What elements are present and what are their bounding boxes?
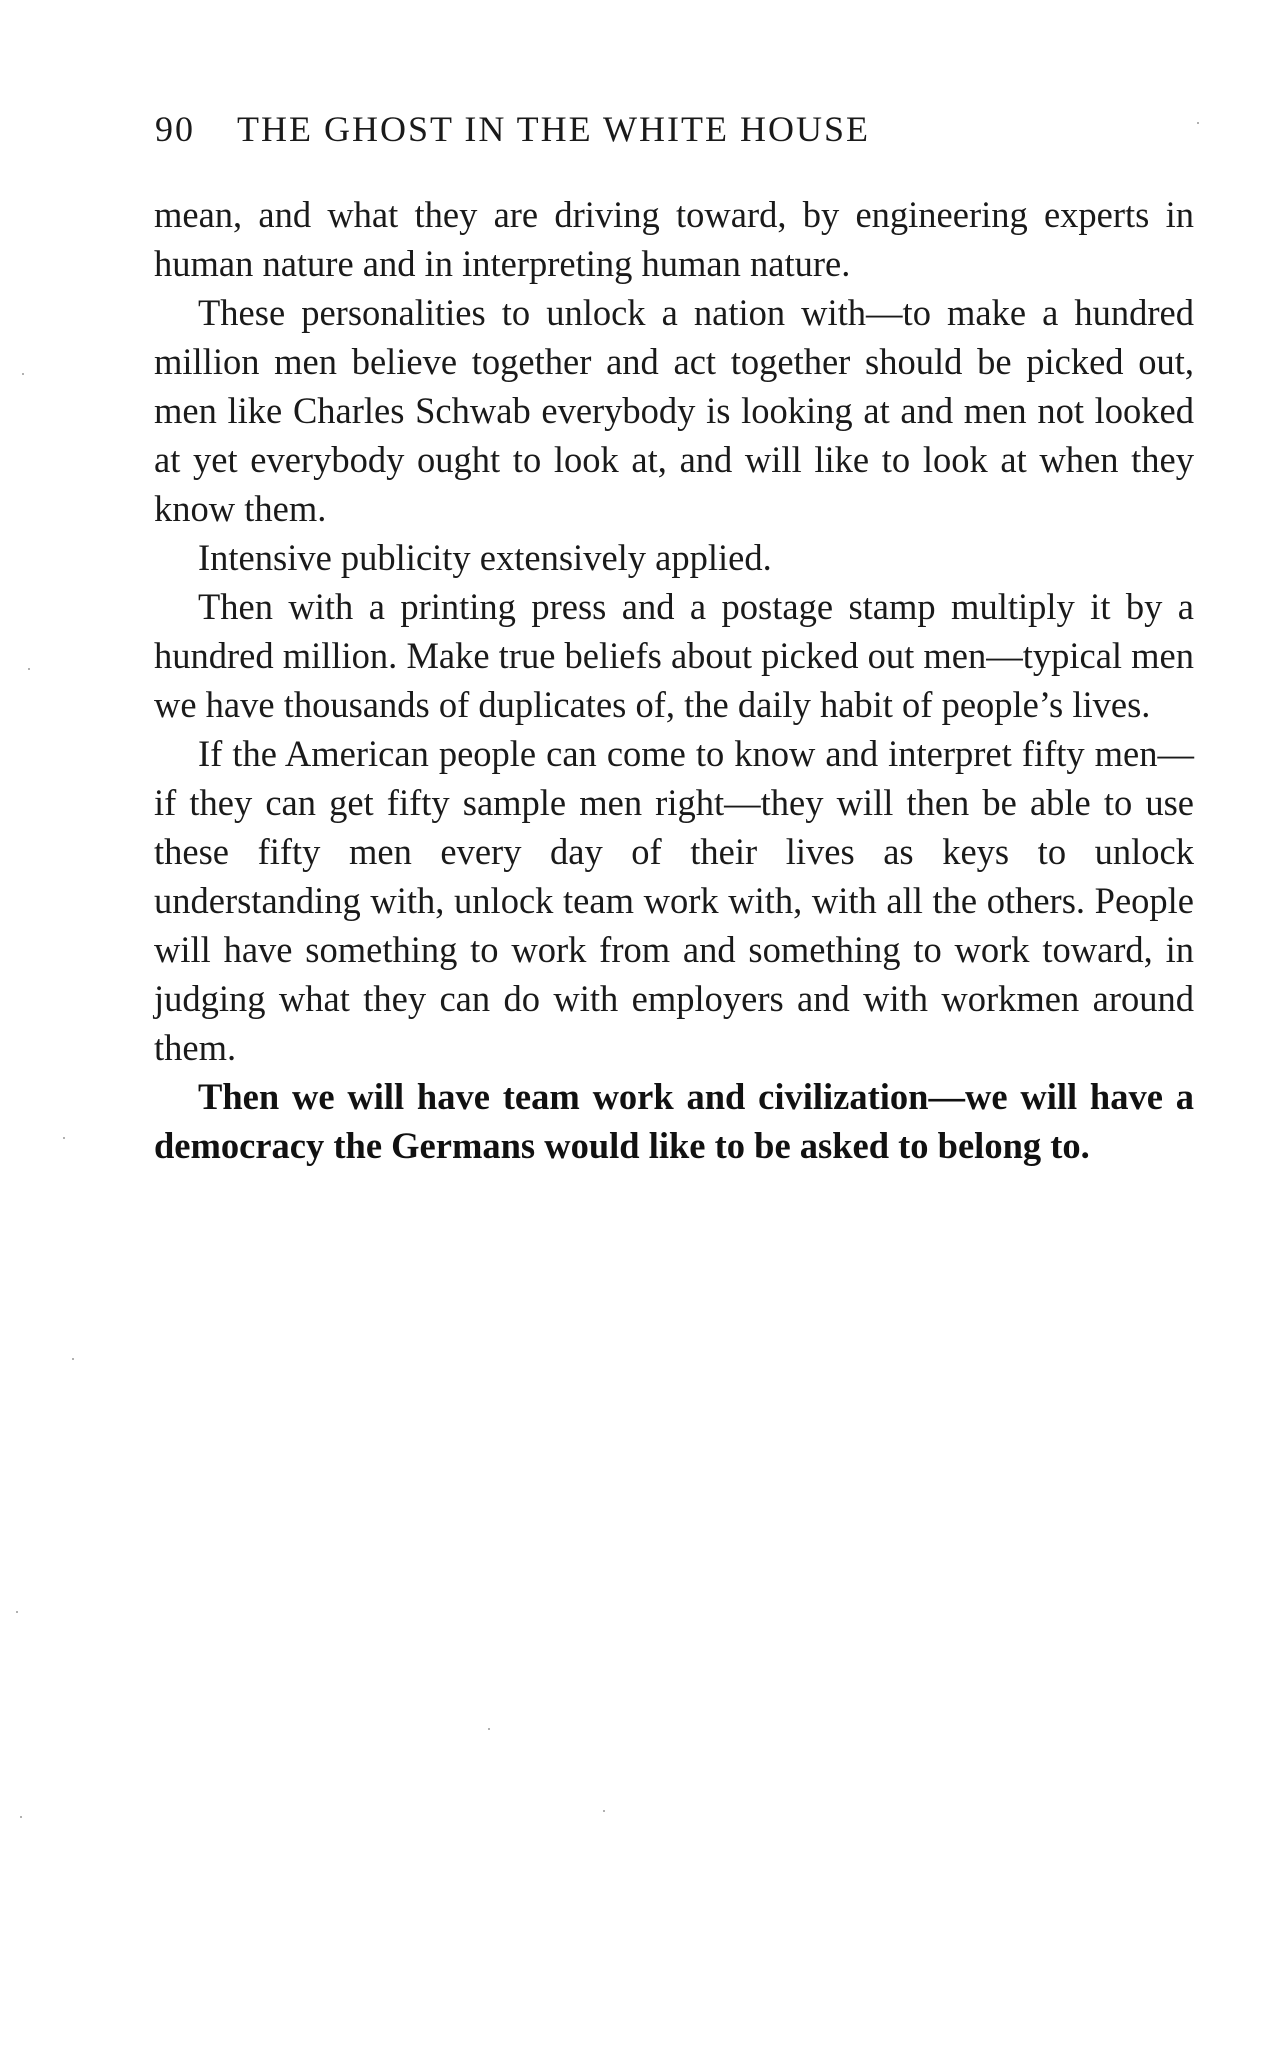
paragraph: Then with a printing press and a postage stamp multiply it by a hundred million. Make true beliefs about picked out men—typical men we have thousands of duplicates of, the daily habit of people’s lives. <box>154 586 1194 725</box>
running-title: THE GHOST IN THE WHITE HOUSE <box>237 109 870 149</box>
scan-speck <box>28 668 30 670</box>
page-number: 90 <box>155 109 195 149</box>
scan-speck <box>20 1816 22 1818</box>
paragraph: If the American people can come to know and interpret fifty men—if they can get fifty sample men right—they will then be able to use these fifty men every day of their lives as keys to unlock understanding with, unlock team work with, with all the others. People will have something to work from and something to work toward, in judging what they can do with employers and with workmen around them. <box>154 733 1194 1068</box>
body-text <box>154 190 1194 1170</box>
paragraph: Intensive publicity extensively applied. <box>198 537 772 578</box>
scan-speck <box>603 1810 605 1812</box>
running-header <box>155 108 1190 158</box>
scan-speck <box>488 1728 490 1730</box>
scan-speck <box>1197 122 1199 124</box>
scan-speck <box>16 1611 18 1613</box>
paragraph: These personalities to unlock a nation with—to make a hundred million men believe together and act together should be picked out, men like Charles Schwab everybody is looking at and men not looked at yet everybody ought to look at, and will like to look at when they know them. <box>154 292 1194 529</box>
scan-speck <box>72 1358 74 1360</box>
scan-speck <box>63 1137 65 1139</box>
paragraph-final: Then we will have team work and civilization—we will have a democracy the Germans would like to be asked to belong to. <box>154 1076 1194 1166</box>
scan-speck <box>22 373 24 375</box>
paragraph-continued: mean, and what they are driving toward, by engineering experts in human nature and in interpreting human nature. <box>154 194 1194 284</box>
